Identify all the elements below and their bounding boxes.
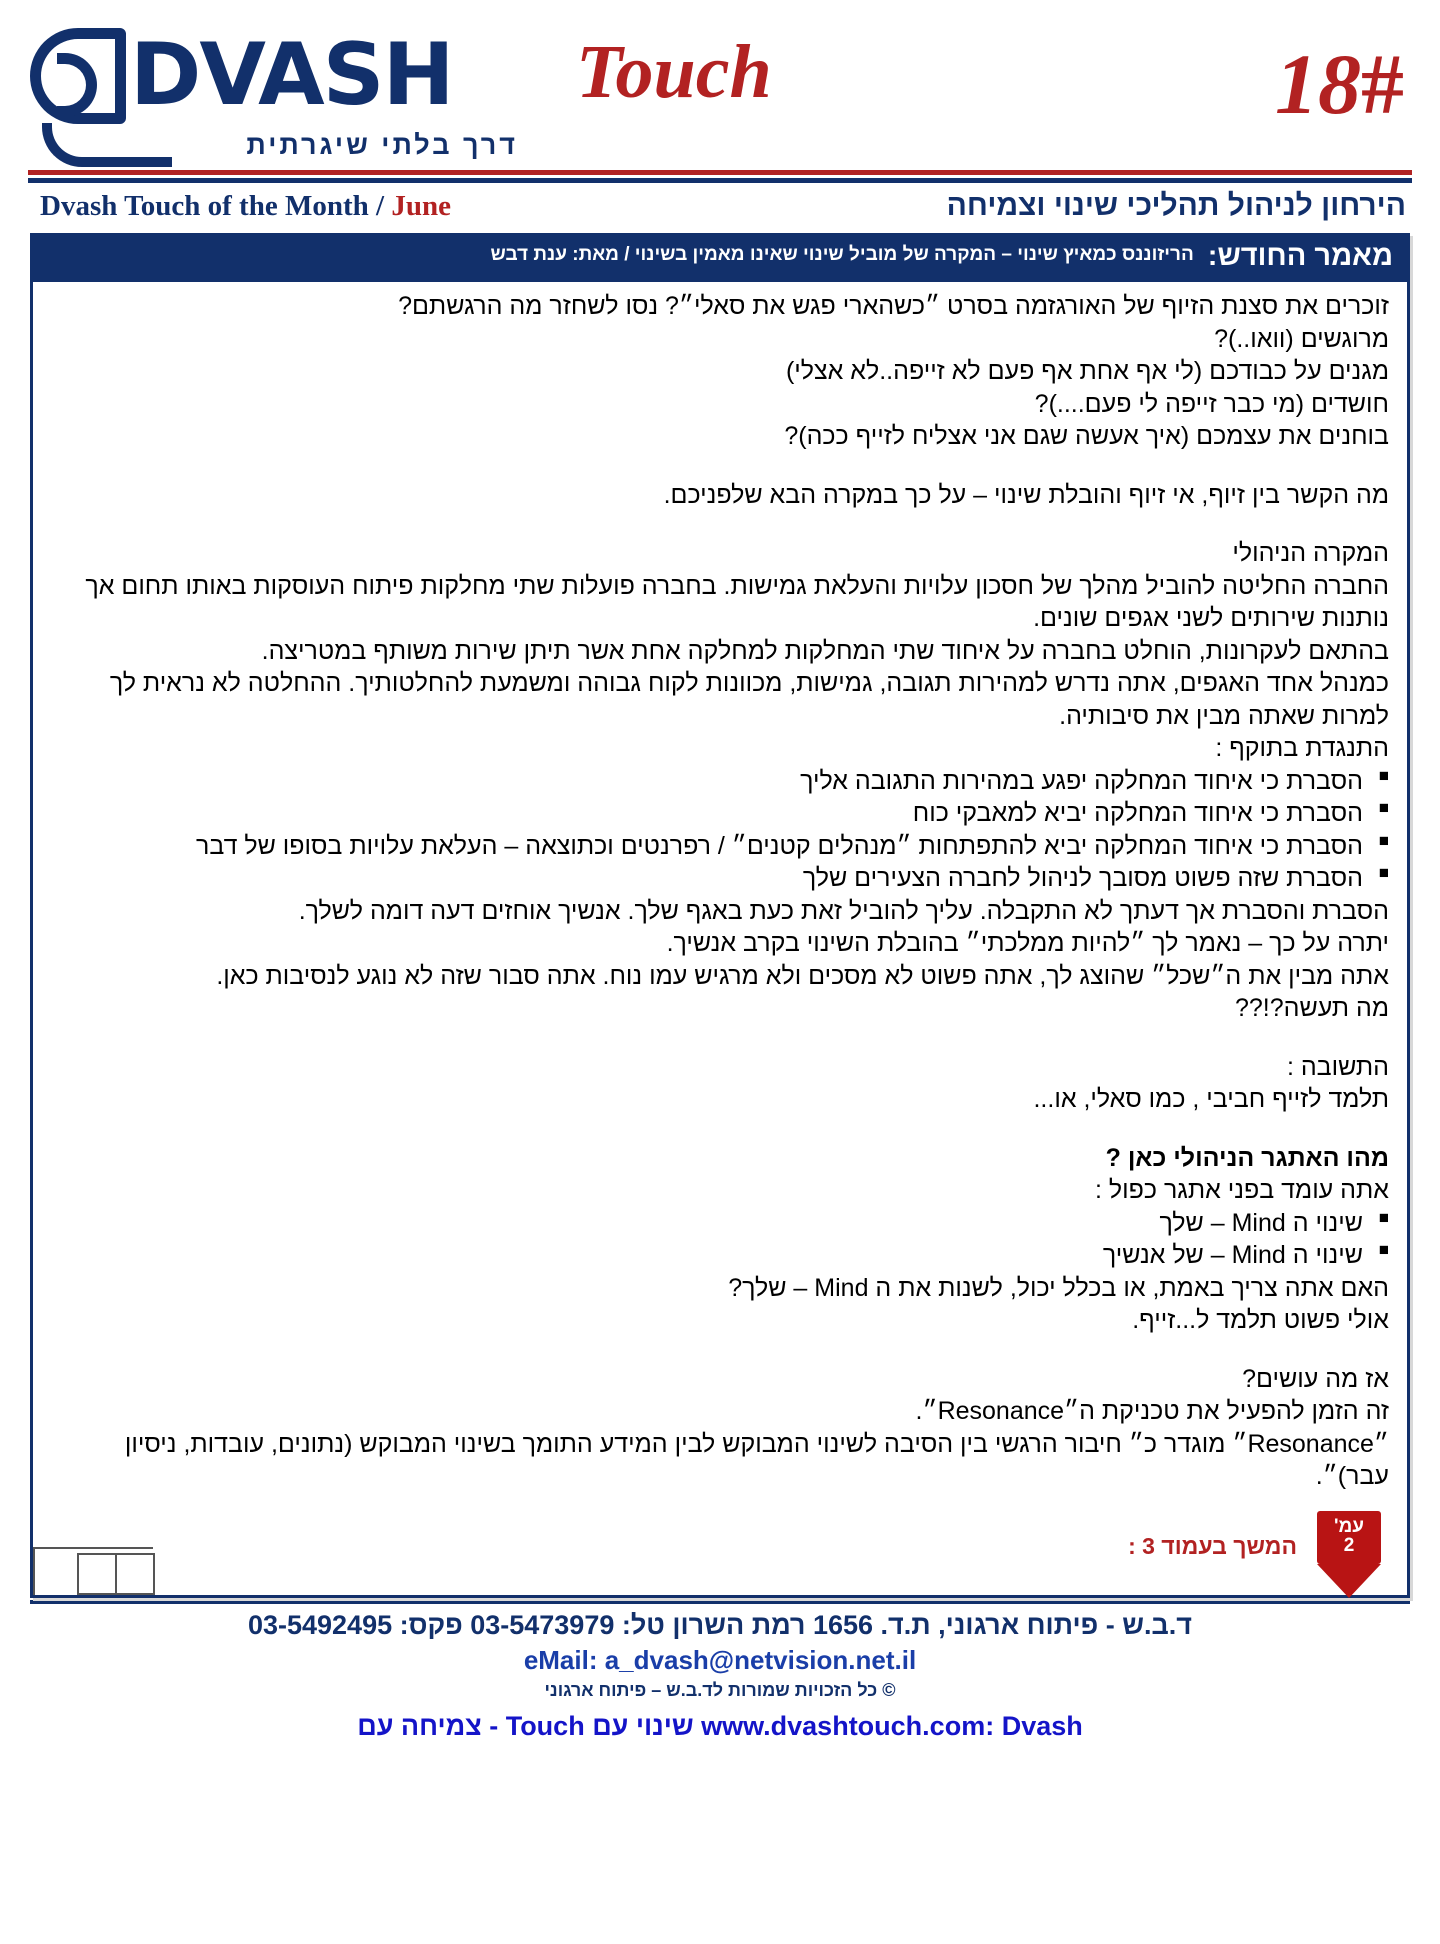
paragraph: התנגדת בתוקף : <box>1215 734 1389 762</box>
paragraph: יתרה על כך – נאמר לך ״להיות ממלכתי״ בהובלת השינוי בקרב אנשיך. <box>666 929 1389 957</box>
spacer <box>51 453 1389 479</box>
list-item: ■ שינוי ה Mind – של אנשיך <box>51 1239 1389 1272</box>
article-title: מאמר החודש: <box>1207 240 1393 272</box>
down-arrow-icon <box>1317 1564 1381 1598</box>
paragraph: האם אתה צריך באמת, או בכלל יכול, לשנות את ה Mind – שלך? <box>728 1273 1389 1302</box>
paragraph: אתה עומד בפני אתגר כפול : <box>1095 1176 1389 1204</box>
paragraph: הסברת והסברת אך דעתך לא התקבלה. עליך להוביל זאת כעת באגף שלך. אנשיך אוחזים דעה דומה לשלך. <box>298 896 1389 925</box>
paragraph: כמנהל אחד האגפים, אתה נדרש למהירות תגובה, גמישות, מכוונות לקוח גבוהה ומשמעת להחלטותיך. ההחלטה לא נראית לך למרות שאתה מבין את סיבותיה. <box>109 669 1389 730</box>
paragraph: ״Resonance״ מוגדר כ״ חיבור הרגשי בין הסיבה לשינוי המבוקש לבין המידע התומך בשינוי המבוקש (נתונים, עובדות, ניסיון עבר)״. <box>124 1429 1389 1490</box>
page-marker-box <box>1317 1511 1381 1565</box>
paragraph: מרוגשים (וואו..)? <box>1214 324 1389 353</box>
paragraph: החברה החליטה להוביל מהלך של חסכון עלויות והעלאת גמישות. בחברה פועלות שתי מחלקות פיתוח העוסקות באותו תחום אך נותנות שירותים לשני אגפים שונים. <box>85 571 1389 632</box>
paragraph: זוכרים את סצנת הזיוף של האורגזמה בסרט ״כשהארי פגש את סאלי״? נסו לשחזר מה הרגשתם? <box>398 292 1389 320</box>
divider-red <box>28 170 1412 175</box>
continuation-row <box>33 1503 1407 1595</box>
logo-swoosh <box>42 123 172 167</box>
list-item: ■ הסברת כי איחוד המחלקה יפגע במהירות התגובה אליך <box>51 765 1389 798</box>
spacer <box>51 1116 1389 1142</box>
subheader <box>0 183 1440 227</box>
paragraph: אתה מבין את ה״שכל״ שהוצג לך, אתה פשוט לא מסכים ולא מרגיש עמו נוח. אתה סבור שזה לא נוגע לנסיבות כאן. <box>216 961 1389 990</box>
subheader-english-text: Dvash Touch of the Month / <box>40 190 385 222</box>
masthead <box>0 0 1440 170</box>
logo-tagline: דרך בלתי שיגרתית <box>246 130 518 160</box>
subheader-english <box>40 190 451 223</box>
corner-decoration <box>33 1517 151 1595</box>
spacer <box>51 511 1389 537</box>
subheader-hebrew: הירחון לניהול תהליכי שינוי וצמיחה <box>946 189 1406 222</box>
article-frame <box>30 233 1410 1598</box>
paragraph: בהתאם לעקרונות, הוחלט בחברה על איחוד שתי המחלקות למחלקה אחת אשר תיתן שירות משותף במטריצה. <box>261 636 1389 665</box>
list-item: ■ שינוי ה Mind – שלך <box>51 1207 1389 1240</box>
issue-number <box>1275 34 1404 134</box>
continue-note: המשך בעמוד 3 : <box>1128 1532 1297 1559</box>
brand-word: Touch <box>576 30 772 114</box>
list-item: ■ הסברת כי איחוד המחלקה יביא למאבקי כוח <box>51 797 1389 830</box>
footer-email[interactable]: eMail: a_dvash@netvision.net.il <box>523 1644 917 1675</box>
list-item: ■ הסברת כי איחוד המחלקה יביא להתפתחות ״מנהלים קטנים״ / רפרנטים וכתוצאה – העלאת עלויות בסופו של דבר <box>51 830 1389 863</box>
paragraph: מה הקשר בין זיוף, אי זיוף והובלת שינוי – על כך במקרה הבא שלפניכם. <box>663 480 1389 509</box>
section-heading: המקרה הניהולי <box>1232 539 1389 567</box>
dvash-logo <box>30 10 530 161</box>
paragraph: התשובה : <box>1286 1052 1389 1081</box>
page-marker-number: 2 <box>1343 1535 1355 1557</box>
subheader-month: June <box>391 190 451 222</box>
spacer <box>51 1337 1389 1363</box>
paragraph: מה תעשה?!?? <box>1234 994 1389 1022</box>
footer-tagline[interactable]: www.dvashtouch.com: Dvash שינוי עם Touch - צמיחה עם <box>357 1710 1083 1741</box>
paragraph: תלמד לזייף חביבי , כמו סאלי, או... <box>1033 1085 1389 1113</box>
spacer <box>51 1025 1389 1051</box>
list-item: ■ הסברת שזה פשוט מסובך לניהול לחברה הצעירים שלך <box>51 862 1389 895</box>
logo-wordmark <box>30 25 530 126</box>
logo-text: DVASH <box>130 25 453 126</box>
paragraph: אז מה עושים? <box>1242 1364 1389 1393</box>
logo-d-mark <box>30 28 126 124</box>
issue-number-value: 18 <box>1275 36 1361 132</box>
article-byline: הריזוננס כמאיץ שינוי – המקרה של מוביל שינוי שאינו מאמין בשינוי / מאת: ענת דבש <box>490 244 1194 265</box>
page-marker-label: עמ' <box>1333 1515 1365 1537</box>
paragraph: זה הזמן להפעיל את טכניקת ה״Resonance״. <box>915 1397 1389 1425</box>
page-footer <box>30 1600 1410 1742</box>
challenge-heading: מהו האתגר הניהולי כאן ? <box>1105 1143 1389 1172</box>
article-body <box>33 282 1407 1503</box>
paragraph: בוחנים את עצמכם (איך אעשה שגם אני אצליח לזייף ככה)? <box>784 422 1389 450</box>
hash-icon: # <box>1361 36 1404 132</box>
challenge-list <box>51 1207 1389 1272</box>
article-header-bar <box>33 233 1407 282</box>
footer-address: ד.ב.ש - פיתוח ארגוני, ת.ד. 1656 רמת השרון טל: 03-5473979 פקס: 03-5492495 <box>247 1609 1193 1640</box>
paragraph: חושדים (מי כבר זייפה לי פעם....)? <box>1034 389 1389 418</box>
paragraph: מגנים על כבודכם (לי אף אחת אף פעם לא זייפה..לא אצלי) <box>785 357 1389 385</box>
footer-rights: © כל הזכויות שמורות לד.ב.ש – פיתוח ארגוני <box>544 1679 896 1700</box>
page-marker <box>1317 1511 1381 1599</box>
objection-list <box>51 765 1389 895</box>
paragraph: אולי פשוט תלמד ל...זייף. <box>1132 1306 1389 1334</box>
